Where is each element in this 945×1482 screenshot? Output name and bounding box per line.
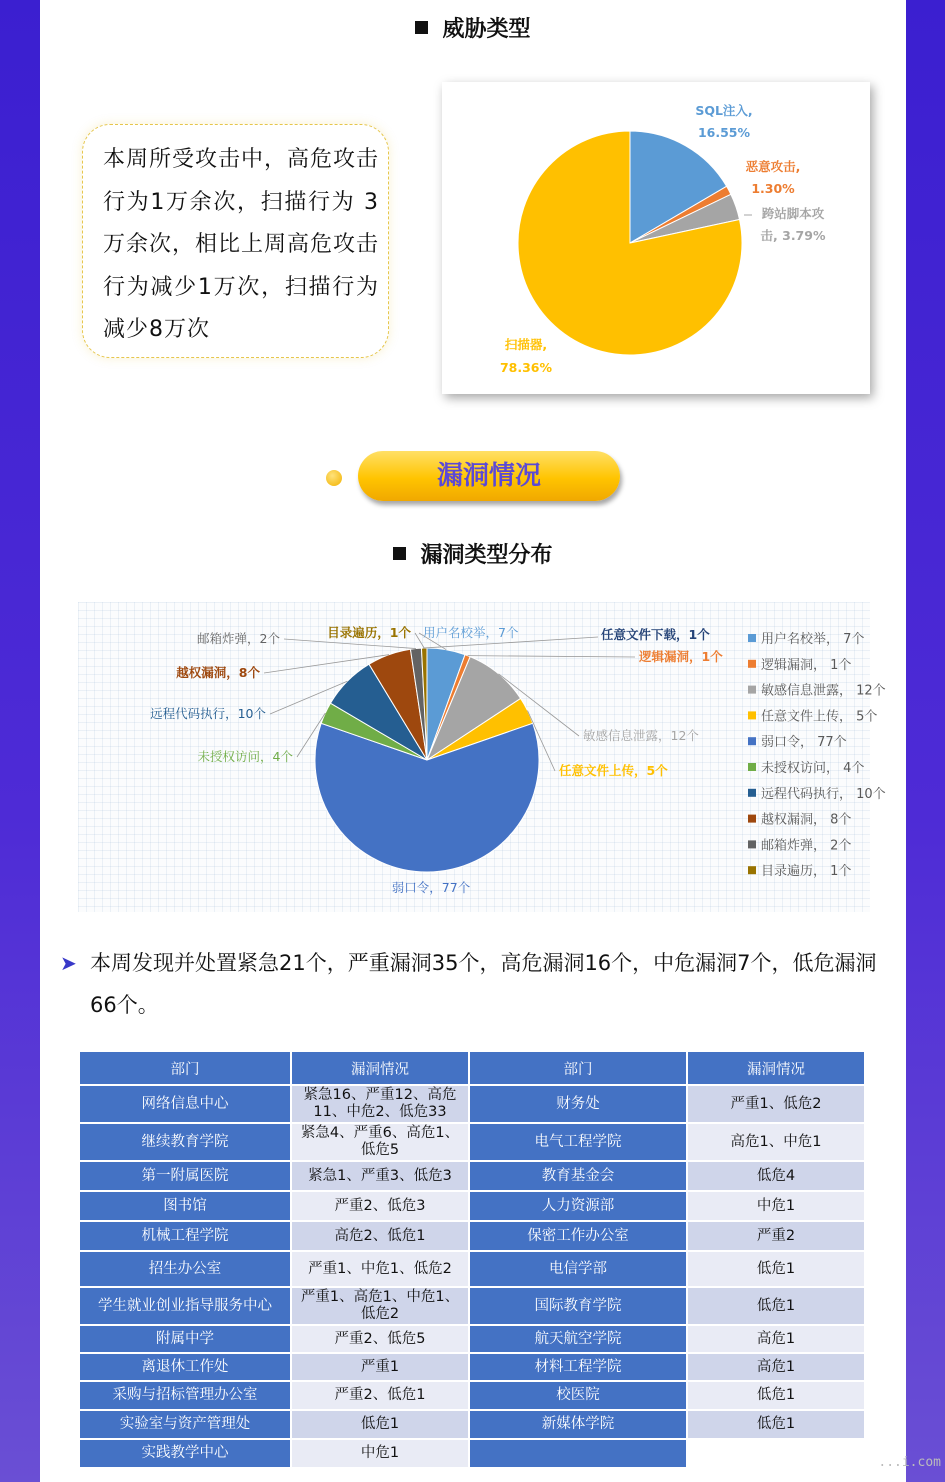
- pie-data-label: 任意文件上传，5个: [559, 763, 668, 778]
- vuln-status-cell: 严重1: [292, 1354, 468, 1380]
- attack-note-box: [82, 124, 389, 358]
- vuln-status-cell: 严重1、高危1、中危1、低危2: [292, 1288, 468, 1324]
- pie-data-label: 扫描器,: [504, 337, 548, 352]
- vuln-status-cell: 严重2、低危1: [292, 1382, 468, 1409]
- pie-data-label: 任意文件下载，1个: [601, 627, 710, 642]
- department-cell: 校医院: [470, 1382, 686, 1409]
- legend-swatch: [748, 840, 756, 848]
- table-row: [80, 1440, 864, 1467]
- department-cell: 财务处: [470, 1086, 686, 1122]
- department-cell: 图书馆: [80, 1192, 290, 1220]
- leader-line: [284, 639, 416, 649]
- pie-data-label: 未授权访问，4个: [197, 749, 293, 764]
- pie-data-label: 恶意攻击,: [745, 159, 801, 174]
- department-cell: 新媒体学院: [470, 1411, 686, 1438]
- legend-item: 任意文件上传， 5个: [761, 709, 878, 725]
- legend-item: 逻辑漏洞， 1个: [761, 657, 852, 673]
- vuln-status-cell: 中危1: [292, 1440, 468, 1467]
- legend-swatch: [748, 737, 756, 745]
- leader-line: [468, 656, 635, 657]
- pie-data-label: 16.55%: [697, 125, 751, 140]
- vuln-status-cell: 高危1: [688, 1326, 864, 1352]
- department-cell: 国际教育学院: [470, 1288, 686, 1324]
- legend-swatch: [748, 711, 756, 719]
- threat-type-title: 威胁类型: [442, 17, 531, 42]
- department-cell: 保密工作办公室: [470, 1222, 686, 1250]
- table-row: [80, 1354, 864, 1380]
- legend-item: 未授权访问， 4个: [761, 761, 865, 776]
- pie-data-label: 逻辑漏洞，1个: [639, 649, 723, 664]
- attack-note-text: 本周所受攻击中，高危攻击行为1万余次，扫描行为 3万余次，相比上周高危攻击行为减少1万次，扫描行为减少8万次: [103, 147, 380, 342]
- table-row: [80, 1382, 864, 1409]
- arrow-bullet-icon: ➤: [60, 951, 77, 975]
- department-cell: 实践教学中心: [80, 1440, 290, 1467]
- department-cell: 航天航空学院: [470, 1326, 686, 1352]
- vuln-status-cell: 严重2: [688, 1222, 864, 1250]
- table-header-cell: 部门: [80, 1052, 290, 1084]
- pie-data-label: 78.36%: [499, 360, 553, 375]
- vuln-pie-chart-area: [78, 602, 886, 912]
- department-cell: 学生就业创业指导服务中心: [80, 1288, 290, 1324]
- legend-item: 远程代码执行， 10个: [761, 786, 886, 802]
- vuln-status-cell: 低危1: [688, 1288, 864, 1324]
- table-row: [80, 1288, 864, 1324]
- vuln-status-cell: 高危1: [688, 1354, 864, 1380]
- legend-item: 弱口令， 77个: [761, 735, 847, 751]
- threat-pie-chart-card: [442, 82, 870, 394]
- legend-swatch: [748, 815, 756, 823]
- department-cell: 实验室与资产管理处: [80, 1411, 290, 1438]
- square-bullet-icon: [393, 547, 406, 560]
- vulnerability-banner: 漏洞情况: [358, 451, 620, 501]
- legend-item: 敏感信息泄露， 12个: [761, 683, 886, 699]
- department-cell: 采购与招标管理办公室: [80, 1382, 290, 1409]
- vuln-status-cell: 严重1、中危1、低危2: [292, 1252, 468, 1286]
- vuln-status-cell: [688, 1440, 864, 1467]
- department-cell: 离退休工作处: [80, 1354, 290, 1380]
- table-header-row: [80, 1052, 864, 1084]
- pie-data-label: 1.30%: [751, 181, 795, 196]
- vuln-status-cell: 中危1: [688, 1192, 864, 1220]
- vuln-distribution-heading: [40, 538, 906, 569]
- table-row: [80, 1086, 864, 1122]
- table-row: [80, 1222, 864, 1250]
- vuln-status-cell: 高危2、低危1: [292, 1222, 468, 1250]
- department-cell: 教育基金会: [470, 1162, 686, 1190]
- vuln-status-cell: 严重2、低危5: [292, 1326, 468, 1352]
- department-cell: 继续教育学院: [80, 1124, 290, 1160]
- department-cell: 电气工程学院: [470, 1124, 686, 1160]
- vuln-department-table: [78, 1050, 866, 1469]
- department-cell: 网络信息中心: [80, 1086, 290, 1122]
- vuln-summary-text: 本周发现并处置紧急21个，严重漏洞35个，高危漏洞16个，中危漏洞7个，低危漏洞66个。: [90, 951, 877, 1017]
- legend-swatch: [748, 763, 756, 771]
- table-row: [80, 1252, 864, 1286]
- pie-data-label: 敏感信息泄露，12个: [583, 728, 699, 743]
- table-header-cell: 漏洞情况: [292, 1052, 468, 1084]
- table-row: [80, 1326, 864, 1352]
- legend-swatch: [748, 866, 756, 874]
- table-row: [80, 1192, 864, 1220]
- legend-item: 用户名校举， 7个: [761, 632, 865, 647]
- table-row: [80, 1162, 864, 1190]
- vuln-status-cell: 低危1: [688, 1411, 864, 1438]
- department-cell: 人力资源部: [470, 1192, 686, 1220]
- legend-item: 越权漏洞， 8个: [761, 812, 852, 828]
- pie-data-label: 远程代码执行，10个: [150, 706, 266, 721]
- threat-pie-chart: [442, 82, 870, 394]
- vuln-status-cell: 高危1、中危1: [688, 1124, 864, 1160]
- vuln-status-cell: 低危1: [688, 1252, 864, 1286]
- table-header-cell: 漏洞情况: [688, 1052, 864, 1084]
- department-cell: 材料工程学院: [470, 1354, 686, 1380]
- legend-item: 邮箱炸弹， 2个: [761, 838, 852, 854]
- vuln-status-cell: 低危1: [688, 1382, 864, 1409]
- vuln-pie-chart: [78, 602, 886, 912]
- department-cell: 第一附属医院: [80, 1162, 290, 1190]
- banner-dot-icon: [326, 470, 342, 486]
- pie-data-label: 跨站脚本攻: [761, 206, 825, 221]
- pie-data-label: 目录遍历，1个: [327, 625, 411, 640]
- vuln-status-cell: 紧急4、严重6、高危1、低危5: [292, 1124, 468, 1160]
- vuln-status-cell: 严重2、低危3: [292, 1192, 468, 1220]
- vuln-distribution-title: 漏洞类型分布: [420, 543, 553, 568]
- vuln-status-cell: 紧急1、严重3、低危3: [292, 1162, 468, 1190]
- table-row: [80, 1411, 864, 1438]
- square-bullet-icon: [415, 21, 428, 34]
- vuln-status-cell: 严重1、低危2: [688, 1086, 864, 1122]
- legend-swatch: [748, 634, 756, 642]
- department-cell: 机械工程学院: [80, 1222, 290, 1250]
- legend-item: 目录遍历， 1个: [761, 864, 852, 880]
- pie-data-label: 越权漏洞，8个: [176, 665, 260, 680]
- table-row: [80, 1124, 864, 1160]
- pie-data-label: 邮箱炸弹，2个: [197, 631, 280, 646]
- table-header-cell: 部门: [470, 1052, 686, 1084]
- vuln-status-cell: 低危1: [292, 1411, 468, 1438]
- pie-data-label: 用户名校举，7个: [423, 625, 519, 640]
- legend-swatch: [748, 686, 756, 694]
- vuln-status-cell: 低危4: [688, 1162, 864, 1190]
- watermark-text: ...i.com: [878, 1455, 941, 1470]
- vuln-status-cell: 紧急16、严重12、高危11、中危2、低危33: [292, 1086, 468, 1122]
- department-cell: 电信学部: [470, 1252, 686, 1286]
- department-cell: [470, 1440, 686, 1467]
- legend-swatch: [748, 789, 756, 797]
- threat-type-heading: [40, 12, 906, 43]
- legend-swatch: [748, 660, 756, 668]
- pie-data-label: 击, 3.79%: [760, 228, 826, 243]
- pie-data-label: 弱口令，77个: [391, 880, 471, 895]
- department-cell: 附属中学: [80, 1326, 290, 1352]
- pie-data-label: SQL注入,: [695, 103, 753, 118]
- department-cell: 招生办公室: [80, 1252, 290, 1286]
- report-page: [40, 0, 906, 1482]
